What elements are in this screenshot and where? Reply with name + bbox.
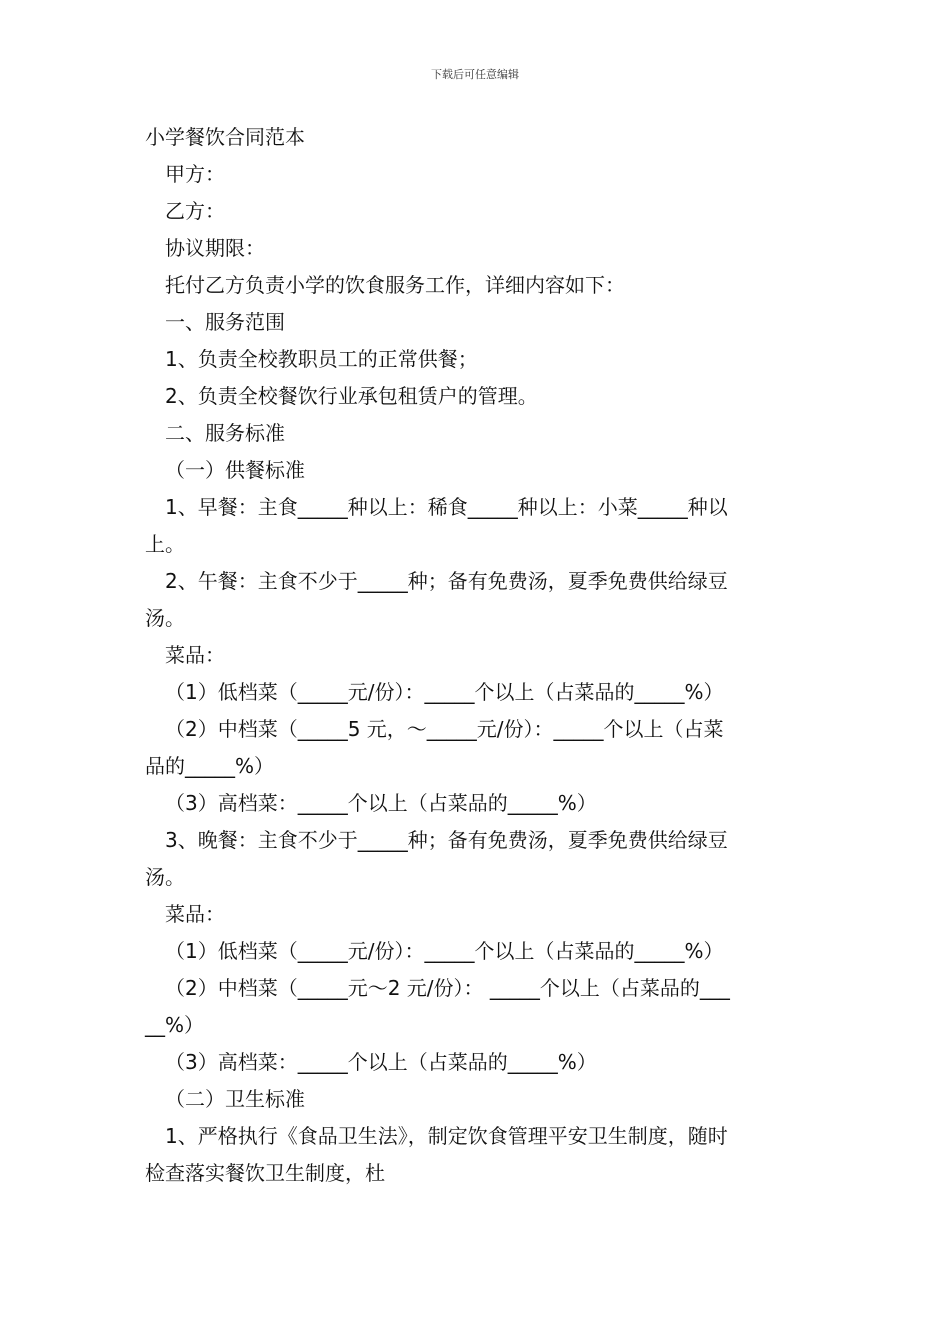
intro-line: 托付乙方负责小学的饮食服务工作，详细内容如下： (165, 273, 625, 297)
subsection-heading-meal: （一）供餐标准 (165, 458, 305, 482)
term-line: 协议期限： (165, 236, 265, 260)
document-title: 小学餐饮合同范本 (145, 125, 305, 149)
lunch-line: 2、午餐：主食不少于_____种；备有免费汤，夏季免费供给绿豆 (165, 569, 728, 593)
hygiene-item-1: 1、严格执行《食品卫生法》，制定饮食管理平安卫生制度，随时 (165, 1124, 728, 1148)
dinner-mid-dish: （2）中档菜（_____元～2 元/份）： _____个以上（占菜品的___ (165, 976, 730, 1000)
party-b-line: 乙方： (165, 199, 225, 223)
dinner-line-cont: 汤。 (145, 865, 185, 889)
breakfast-line-cont: 上。 (145, 532, 185, 556)
section-heading-standards: 二、服务标准 (165, 421, 285, 445)
section-heading-scope: 一、服务范围 (165, 310, 285, 334)
lunch-low-dish: （1）低档菜（_____元/份）：_____个以上（占菜品的_____%） (165, 680, 724, 704)
dinner-dishes-label: 菜品： (165, 902, 225, 926)
page-header: 下载后可任意编辑 (431, 68, 519, 81)
lunch-high-dish: （3）高档菜：_____个以上（占菜品的_____%） (165, 791, 597, 815)
dinner-high-dish: （3）高档菜：_____个以上（占菜品的_____%） (165, 1050, 597, 1074)
lunch-mid-dish: （2）中档菜（_____5 元，～_____元/份）：_____个以上（占菜 (165, 717, 724, 741)
party-a-line: 甲方： (165, 162, 225, 186)
subsection-heading-hygiene: （二）卫生标准 (165, 1087, 305, 1111)
dinner-mid-dish-cont: __%） (145, 1013, 205, 1037)
lunch-line-cont: 汤。 (145, 606, 185, 630)
dinner-low-dish: （1）低档菜（_____元/份）：_____个以上（占菜品的_____%） (165, 939, 724, 963)
lunch-dishes-label: 菜品： (165, 643, 225, 667)
scope-item-2: 2、负责全校餐饮行业承包租赁户的管理。 (165, 384, 538, 408)
breakfast-line: 1、早餐：主食_____种以上：稀食_____种以上：小菜_____种以 (165, 495, 728, 519)
dinner-line: 3、晚餐：主食不少于_____种；备有免费汤，夏季免费供给绿豆 (165, 828, 728, 852)
lunch-mid-dish-cont: 品的_____%） (145, 754, 275, 778)
scope-item-1: 1、负责全校教职员工的正常供餐； (165, 347, 478, 371)
hygiene-item-1-cont: 检查落实餐饮卫生制度，杜 (145, 1161, 385, 1185)
